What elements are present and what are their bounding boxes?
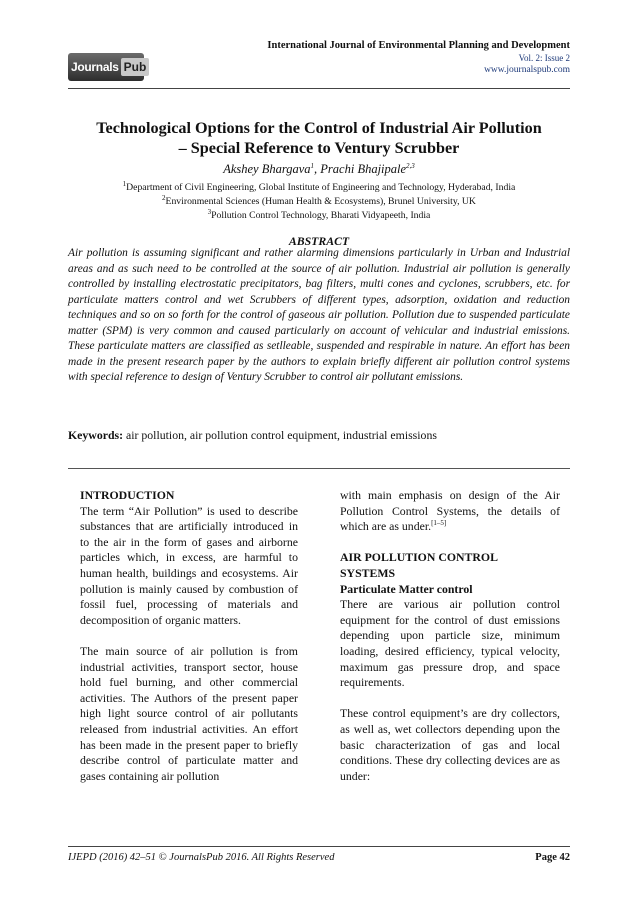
affiliation-1-sup: 1 <box>122 179 127 188</box>
author-1-sup: 1 <box>310 161 315 170</box>
author-separator: , <box>314 162 321 176</box>
affiliations <box>68 181 570 223</box>
introduction-heading: INTRODUCTION <box>80 488 175 502</box>
title-line-1: Technological Options for the Control of Industrial Air Pollution <box>96 119 542 137</box>
affiliation-1 <box>68 181 570 195</box>
affiliation-3-sup: 3 <box>207 207 212 216</box>
section-divider <box>68 468 570 469</box>
author-2-sup: 2,3 <box>406 161 415 170</box>
introduction-paragraph-1: The term “Air Pollution” is used to describe substances that are artificially introduced in to the air in the form of gases and airborne particles which, in excess, are harmful to human health, buildings and ecosystems. Air pollution is mainly caused by combustion of fossil fuel, processing of materials and decomposition of organic matters. <box>80 503 298 627</box>
journal-logo <box>68 53 147 81</box>
abstract-text: Air pollution is assuming significant and rather alarming dimensions particularly in Urban and Industrial areas and as such need to be controlled at the source of air pollution. Industrial air pollution is generally controlled by installing electrostatic precipitators, bag filters, multi cones and cyclones, scrubbers, etc. for particulate matters control and wet Scrubbers of different types, adsorption, oxidation and reduction techniques and so on so forth for the control of gaseous air pollution. Pollution due to suspended particulate matter (SPM) is very common and caused particularly on account of vehicular and industrial emissions. These particulate matters are classified as setlleable, suspended and respirable in nature. An effort has been made in the present research paper by the authors to explain briefly different air pollution control systems with special reference to design of Ventury Scrubber to control air pollutant emissions. <box>68 247 570 383</box>
abstract-heading: ABSTRACT <box>288 234 350 248</box>
author-2-name: Prachi Bhajipale <box>320 162 407 176</box>
affiliation-2 <box>68 195 570 209</box>
author-1-name: Akshey Bhargava <box>223 162 311 176</box>
header-divider <box>68 88 570 89</box>
introduction-paragraph-3-text: with main emphasis on design of the Air Pollution Control Systems, the details of which are as under. <box>340 488 560 534</box>
apcs-heading-line-2: SYSTEMS <box>340 565 396 580</box>
keywords-text: air pollution, air pollution control equipment, industrial emissions <box>123 428 437 442</box>
affiliation-2-text: Environmental Sciences (Human Health & Ecosystems), Brunel University, UK <box>165 196 476 207</box>
journal-header <box>267 40 570 76</box>
journal-name: International Journal of Environmental Planning and Development <box>267 40 570 51</box>
right-column <box>340 488 560 784</box>
footer-citation: IJEPD (2016) 42–51 © JournalsPub 2016. All Rights Reserved <box>68 852 335 863</box>
particulate-paragraph-1: There are various air pollution control equipment for the control of dust emissions depending upon particle size, minimum loading, desired efficiency, typical velocity, maximum gas pressure drop, and space requirements. <box>340 597 560 690</box>
journal-volume: Vol. 2: Issue 2 <box>518 53 570 63</box>
particulate-control-heading: Particulate Matter control <box>340 581 473 596</box>
logo-text-journals: Journals <box>71 60 119 74</box>
title-line-2: – Special Reference to Ventury Scrubber <box>178 139 460 157</box>
paper-title <box>68 118 570 158</box>
affiliation-1-text: Department of Civil Engineering, Global Institute of Engineering and Technology, Hyderabad, India <box>126 182 516 193</box>
footer-divider <box>68 846 570 847</box>
introduction-paragraph-3 <box>340 488 560 535</box>
page-number: Page 42 <box>535 852 570 863</box>
journal-url[interactable]: www.journalspub.com <box>484 65 570 75</box>
keywords-label: Keywords: <box>68 428 124 442</box>
author-list <box>68 162 570 177</box>
left-column <box>80 488 298 784</box>
citation-ref: [1–5] <box>431 519 447 528</box>
affiliation-3-text: Pollution Control Technology, Bharati Vidyapeeth, India <box>211 210 431 221</box>
affiliation-2-sup: 2 <box>162 193 166 202</box>
introduction-paragraph-2: The main source of air pollution is from industrial activities, transport sector, house hold fuel burning, and other commercial activities. The Authors of the present paper high light source control of air pollutants released from industrial activities. An effort has been made in the present paper to briefly describe control of particulate matter and gases containing air pollution <box>80 643 298 783</box>
particulate-paragraph-2: These control equipment’s are dry collectors, as well as, wet collectors depending upon the basic characterization of gas and local conditions. These dry collecting devices are as under: <box>340 706 560 783</box>
logo-text-pub: Pub <box>121 58 150 76</box>
apcs-heading-line-1: AIR POLLUTION CONTROL <box>340 550 498 565</box>
keywords <box>68 428 570 443</box>
page-footer <box>68 852 570 863</box>
affiliation-3 <box>68 209 570 223</box>
